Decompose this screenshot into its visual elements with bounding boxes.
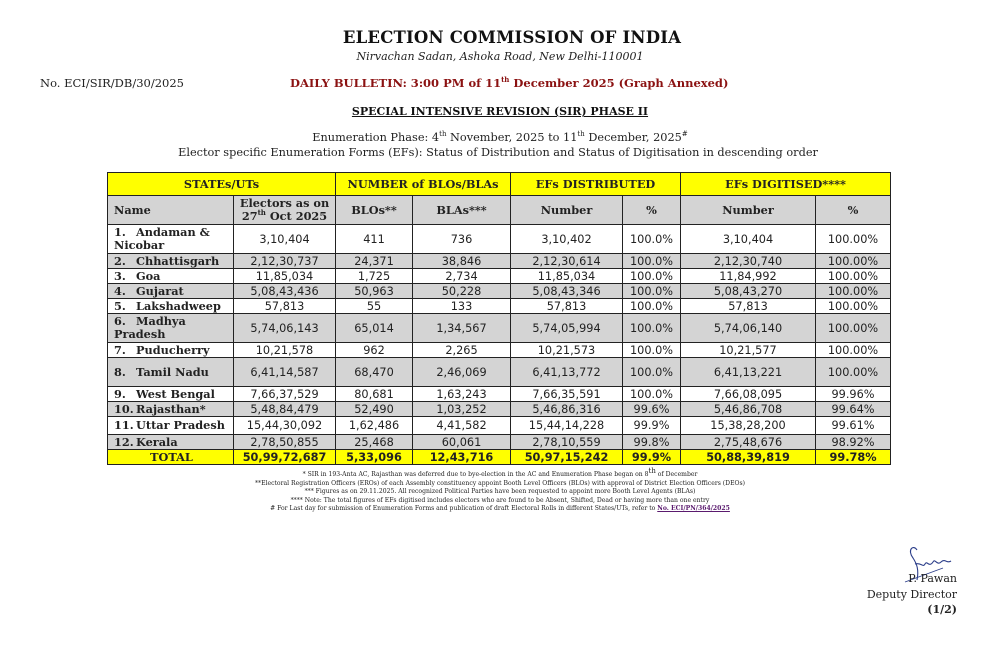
footnote-5: [0, 505, 996, 514]
cell-dist-number: 2,12,30,614: [511, 254, 623, 269]
table-row: [108, 402, 891, 417]
column-header-row: [108, 196, 891, 225]
row-number: 9.: [114, 386, 126, 401]
cell-blos: 80,681: [336, 387, 413, 402]
cell-dist-pct: 100.0%: [623, 284, 681, 299]
table-row: [108, 254, 891, 269]
footnote-1-a: * SIR in 193-Anta AC, Rajasthan was deferred due to bye-election in the AC and Enumeration Phase began on 8: [302, 471, 649, 479]
state-name: Lakshadweep: [136, 298, 221, 313]
cell-dig-number: 5,74,06,140: [681, 314, 816, 343]
cell-blas: 2,265: [413, 343, 511, 358]
cell-electors: 5,74,06,143: [234, 314, 336, 343]
cell-electors: 10,21,578: [234, 343, 336, 358]
cell-dig-pct: 100.00%: [816, 314, 891, 343]
state-name-cell: [108, 417, 234, 435]
cell-blos: 25,468: [336, 435, 413, 450]
cell-dig-number: 5,08,43,270: [681, 284, 816, 299]
enum-phase-c: December, 2025: [584, 131, 682, 144]
cell-dist-number: 3,10,402: [511, 225, 623, 254]
cell-blas: 2,734: [413, 269, 511, 284]
cell-electors: 5,48,84,479: [234, 402, 336, 417]
cell-dig-number: 7,66,08,095: [681, 387, 816, 402]
enum-phase-sup1: th: [439, 130, 447, 139]
col-header-name: Name: [108, 196, 234, 225]
cell-dist-number: 5,74,05,994: [511, 314, 623, 343]
row-number: 6.: [114, 314, 126, 328]
enum-phase-b: November, 2025 to 11: [446, 131, 578, 144]
state-name-cell: [108, 387, 234, 402]
state-name-cell: [108, 435, 234, 450]
cell-blas: 736: [413, 225, 511, 254]
enum-phase-sup3: #: [681, 130, 688, 139]
cell-dist-pct: 100.0%: [623, 358, 681, 387]
state-name: Tamil Nadu: [136, 364, 209, 379]
state-name-cell: [108, 343, 234, 358]
cell-blos: 52,490: [336, 402, 413, 417]
state-name-cell: [108, 269, 234, 284]
col-header-blos: BLOs**: [336, 196, 413, 225]
cell-blas: 50,228: [413, 284, 511, 299]
cell-dig-pct: 100.00%: [816, 254, 891, 269]
cell-dist-number: 2,78,10,559: [511, 435, 623, 450]
enum-phase-a: Enumeration Phase: 4: [312, 131, 440, 144]
cell-dig-number: 5,46,86,708: [681, 402, 816, 417]
cell-dig-number: 2,75,48,676: [681, 435, 816, 450]
cell-dig-pct: 100.00%: [816, 225, 891, 254]
state-name-cell: [108, 402, 234, 417]
cell-dist-number: 57,813: [511, 299, 623, 314]
table-row: [108, 387, 891, 402]
col-header-dig-pct: %: [816, 196, 891, 225]
col-header-dist-pct: %: [623, 196, 681, 225]
total-label: TOTAL: [108, 450, 234, 465]
signatory-designation: Deputy Director: [866, 588, 957, 601]
row-number: 10.: [114, 401, 134, 416]
row-number: 3.: [114, 268, 126, 283]
state-name: Puducherry: [136, 342, 210, 357]
cell-blos: 411: [336, 225, 413, 254]
page-number: (1/2): [927, 603, 957, 616]
table-row: [108, 299, 891, 314]
total-electors: 50,99,72,687: [234, 450, 336, 465]
state-name: West Bengal: [136, 386, 215, 401]
cell-dist-pct: 99.8%: [623, 435, 681, 450]
cell-blas: 1,03,252: [413, 402, 511, 417]
table-row: [108, 284, 891, 299]
cell-dist-number: 7,66,35,591: [511, 387, 623, 402]
cell-dig-pct: 100.00%: [816, 343, 891, 358]
total-dist-number: 50,97,15,242: [511, 450, 623, 465]
state-name-cell: [108, 225, 234, 254]
cell-dig-number: 10,21,577: [681, 343, 816, 358]
cell-blas: 1,34,567: [413, 314, 511, 343]
cell-dist-number: 6,41,13,772: [511, 358, 623, 387]
table-row: [108, 269, 891, 284]
row-number: 11.: [114, 418, 134, 432]
total-dig-number: 50,88,39,819: [681, 450, 816, 465]
cell-blos: 24,371: [336, 254, 413, 269]
cell-electors: 5,08,43,436: [234, 284, 336, 299]
bulletin-sup: th: [501, 75, 510, 85]
cell-dist-pct: 100.0%: [623, 299, 681, 314]
state-name: Rajasthan*: [136, 401, 206, 416]
enumeration-phase: [0, 131, 996, 144]
cell-blas: 60,061: [413, 435, 511, 450]
cell-dist-number: 5,46,86,316: [511, 402, 623, 417]
cell-electors: 6,41,14,587: [234, 358, 336, 387]
state-name: Gujarat: [136, 283, 184, 298]
cell-dist-pct: 99.9%: [623, 417, 681, 435]
table-row: [108, 343, 891, 358]
footnote-1-sup: th: [648, 467, 656, 475]
organization-address: Nirvachan Sadan, Ashoka Road, New Delhi-110001: [356, 50, 644, 63]
cell-blas: 2,46,069: [413, 358, 511, 387]
cell-dist-pct: 100.0%: [623, 387, 681, 402]
cell-dig-number: 3,10,404: [681, 225, 816, 254]
col-header-electors: [234, 196, 336, 225]
cell-electors: 57,813: [234, 299, 336, 314]
row-number: 1.: [114, 225, 126, 239]
footnote-1: [0, 467, 996, 480]
cell-dig-pct: 99.61%: [816, 417, 891, 435]
cell-dig-pct: 98.92%: [816, 435, 891, 450]
state-name: Uttar Pradesh: [136, 418, 225, 432]
press-note-link[interactable]: No. ECI/PN/364/2025: [657, 505, 730, 513]
state-name: Madhya Pradesh: [114, 314, 186, 341]
cell-blos: 50,963: [336, 284, 413, 299]
state-name: Andaman & Nicobar: [114, 225, 210, 252]
state-name-cell: [108, 314, 234, 343]
footnote-5-text: # For Last day for submission of Enumeration Forms and publication of draft Electoral Rolls in different States/UTs, refer to: [270, 505, 658, 513]
col-header-electors-b: 27: [241, 209, 258, 223]
table-row: [108, 225, 891, 254]
footnotes: [0, 467, 996, 514]
bulletin-suffix: December 2025 (Graph Annexed): [509, 76, 729, 90]
state-name-cell: [108, 254, 234, 269]
group-header-digitised: EFs DIGITISED****: [681, 173, 891, 196]
cell-blos: 68,470: [336, 358, 413, 387]
organization-title: ELECTION COMMISSION OF INDIA: [342, 28, 682, 47]
cell-blos: 65,014: [336, 314, 413, 343]
sir-status-table: [107, 172, 891, 465]
cell-dig-number: 2,12,30,740: [681, 254, 816, 269]
table-row: [108, 314, 891, 343]
cell-blos: 55: [336, 299, 413, 314]
table-subtitle: Elector specific Enumeration Forms (EFs): Status of Distribution and Status of Digitisation in descending order: [178, 146, 818, 159]
cell-blos: 1,725: [336, 269, 413, 284]
cell-dig-pct: 99.64%: [816, 402, 891, 417]
state-name-cell: [108, 299, 234, 314]
footnote-2: **Electoral Registration Officers (EROs) of each Assembly constituency appoint Booth Level Officers (BLOs) with approval of District Election Officers (DEOs): [254, 479, 746, 487]
cell-dist-number: 15,44,14,228: [511, 417, 623, 435]
cell-electors: 2,78,50,855: [234, 435, 336, 450]
cell-blas: 1,63,243: [413, 387, 511, 402]
signatory-name: P. Pawan: [908, 572, 957, 585]
state-name: Goa: [136, 268, 161, 283]
bulletin-title: [290, 76, 728, 90]
col-header-electors-sup: th: [257, 208, 266, 218]
col-header-electors-a: Electors as on: [239, 196, 330, 210]
cell-electors: 2,12,30,737: [234, 254, 336, 269]
footnote-3: *** Figures as on 29.11.2025. All recognized Political Parties have been requested to appoint more Booth Level Agents (BLAs): [304, 488, 696, 496]
cell-blos: 962: [336, 343, 413, 358]
state-name: Chhattisgarh: [136, 253, 220, 268]
row-number: 4.: [114, 283, 126, 298]
col-header-dist-number: Number: [511, 196, 623, 225]
cell-dig-pct: 100.00%: [816, 299, 891, 314]
total-row: [108, 450, 891, 465]
bulletin-prefix: DAILY BULLETIN: 3:00 PM of 11: [290, 76, 502, 90]
cell-dist-number: 11,85,034: [511, 269, 623, 284]
total-blas: 12,43,716: [413, 450, 511, 465]
row-number: 2.: [114, 253, 126, 268]
cell-dig-number: 57,813: [681, 299, 816, 314]
row-number: 7.: [114, 342, 126, 357]
cell-blas: 4,41,582: [413, 417, 511, 435]
group-header-states: STATEs/UTs: [108, 173, 336, 196]
cell-dist-pct: 100.0%: [623, 254, 681, 269]
cell-dig-number: 11,84,992: [681, 269, 816, 284]
cell-dig-number: 15,38,28,200: [681, 417, 816, 435]
state-name-cell: [108, 358, 234, 387]
enum-phase-sup2: th: [577, 130, 585, 139]
footnote-4: **** Note: The total figures of EFs digitised includes electors who are found to be Absent, Shifted, Dead or having more than one entry: [290, 496, 710, 504]
group-header-row: [108, 173, 891, 196]
row-number: 8.: [114, 364, 126, 379]
cell-dig-pct: 100.00%: [816, 269, 891, 284]
cell-electors: 7,66,37,529: [234, 387, 336, 402]
cell-dig-pct: 99.96%: [816, 387, 891, 402]
cell-blas: 133: [413, 299, 511, 314]
cell-blas: 38,846: [413, 254, 511, 269]
cell-dig-number: 6,41,13,221: [681, 358, 816, 387]
total-dig-pct: 99.78%: [816, 450, 891, 465]
table-row: [108, 417, 891, 435]
row-number: 12.: [114, 434, 134, 449]
cell-dist-pct: 100.0%: [623, 269, 681, 284]
table-body: [108, 225, 891, 450]
cell-dig-pct: 100.00%: [816, 284, 891, 299]
table-row: [108, 358, 891, 387]
cell-dist-pct: 99.6%: [623, 402, 681, 417]
phase-title: SPECIAL INTENSIVE REVISION (SIR) PHASE II: [351, 105, 649, 118]
cell-electors: 3,10,404: [234, 225, 336, 254]
col-header-electors-c: Oct 2025: [265, 209, 328, 223]
cell-dig-pct: 100.00%: [816, 358, 891, 387]
cell-blos: 1,62,486: [336, 417, 413, 435]
reference-number: No. ECI/SIR/DB/30/2025: [40, 76, 184, 90]
cell-dist-pct: 100.0%: [623, 343, 681, 358]
footnote-1-b: of December: [655, 471, 698, 479]
cell-dist-pct: 100.0%: [623, 314, 681, 343]
col-header-dig-number: Number: [681, 196, 816, 225]
table-row: [108, 435, 891, 450]
cell-electors: 11,85,034: [234, 269, 336, 284]
total-dist-pct: 99.9%: [623, 450, 681, 465]
total-blos: 5,33,096: [336, 450, 413, 465]
group-header-blos-blas: NUMBER of BLOs/BLAs: [336, 173, 511, 196]
col-header-blas: BLAs***: [413, 196, 511, 225]
state-name-cell: [108, 284, 234, 299]
cell-dist-number: 10,21,573: [511, 343, 623, 358]
cell-electors: 15,44,30,092: [234, 417, 336, 435]
group-header-distributed: EFs DISTRIBUTED: [511, 173, 681, 196]
cell-dist-pct: 100.0%: [623, 225, 681, 254]
cell-dist-number: 5,08,43,346: [511, 284, 623, 299]
row-number: 5.: [114, 298, 126, 313]
state-name: Kerala: [136, 434, 178, 449]
